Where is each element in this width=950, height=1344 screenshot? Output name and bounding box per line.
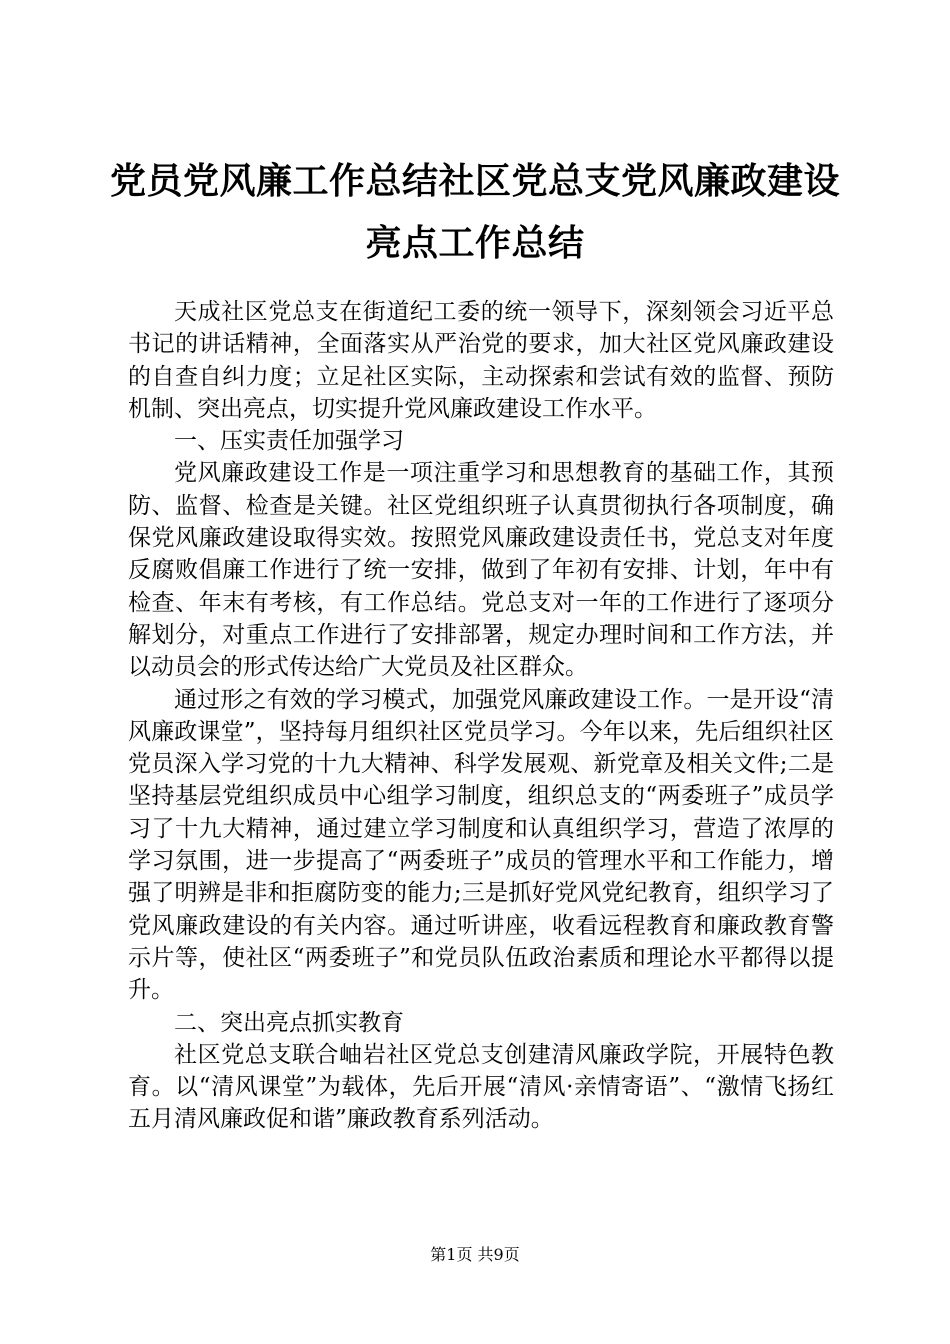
paragraph-study-mode: 通过形之有效的学习模式，加强党风廉政建设工作。一是开设“清风廉政课堂”，坚持每月组织社区党员学习。今年以来，先后组织社区党员深入学习党的十九大精神、科学发展观、新党章及相关文件;二是坚持基层党组织成员中心组学习制度，组织总支的“两委班子”成员学习了十九大精神，通过建立学习制度和认真组织学习，营造了浓厚的学习氛围，进一步提高了“两委班子”成员的管理水平和工作能力，增强了明辨是非和拒腐防变的能力;三是抓好党风党纪教育，组织学习了党风廉政建设的有关内容。通过听讲座，收看远程教育和廉政教育警示片等，使社区“两委班子”和党员队伍政治素质和理论水平都得以提升。 bbox=[128, 686, 834, 1004]
paragraph-intro: 天成社区党总支在街道纪工委的统一领导下，深刻领会习近平总书记的讲话精神，全面落实从严治党的要求，加大社区党风廉政建设的自查自纠力度；立足社区实际，主动探索和尝试有效的监督、预防机制、突出亮点，切实提升党风廉政建设工作水平。 bbox=[128, 299, 834, 422]
page-footer: 第1页 共9页 bbox=[430, 1245, 520, 1264]
document-title-line-1: 党员党风廉工作总结社区党总支党风廉政建设 bbox=[110, 161, 841, 202]
section-heading-2: 二、突出亮点抓实教育 bbox=[174, 1009, 404, 1036]
document-body bbox=[128, 296, 834, 1136]
paragraph-education: 社区党总支联合岫岩社区党总支创建清风廉政学院，开展特色教育。以“清风课堂”为载体，先后开展“清风·亲情寄语”、“激情飞扬红五月清风廉政促和谐”廉政教育系列活动。 bbox=[128, 1041, 834, 1133]
paragraph-responsibility: 党风廉政建设工作是一项注重学习和思想教育的基础工作，其预防、监督、检查是关键。社区党组织班子认真贯彻执行各项制度，确保党风廉政建设取得实效。按照党风廉政建设责任书，党总支对年度反腐败倡廉工作进行了统一安排，做到了年初有安排、计划，年中有检查、年末有考核，有工作总结。党总支对一年的工作进行了逐项分解划分，对重点工作进行了安排部署，规定办理时间和工作方法，并以动员会的形式传达给广大党员及社区群众。 bbox=[128, 460, 834, 681]
document-title-line-2: 亮点工作总结 bbox=[365, 223, 585, 264]
section-heading-1: 一、压实责任加强学习 bbox=[174, 428, 404, 455]
